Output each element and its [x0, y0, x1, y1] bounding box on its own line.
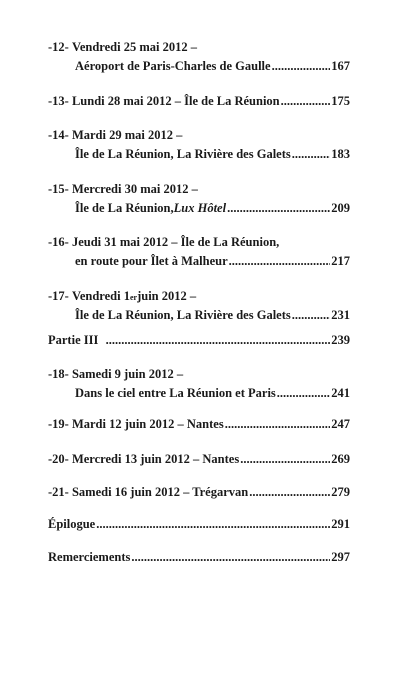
page-number: 239 [331, 333, 350, 347]
chapter-number: -18- [48, 367, 69, 381]
toc-entry-12 [48, 38, 350, 76]
section-title: Remerciements [48, 550, 131, 564]
page-number: 279 [331, 485, 350, 499]
toc-entry-19 [48, 415, 350, 434]
toc-entry-20 [48, 450, 350, 469]
toc-entry-14 [48, 126, 350, 164]
chapter-number: -17- [48, 289, 69, 303]
toc-entry-partie-iii [48, 331, 350, 350]
chapter-number: -16- [48, 235, 69, 249]
chapter-title: Lundi 28 mai 2012 – Île de La Réunion [71, 94, 280, 108]
chapter-title: Samedi 16 juin 2012 – Trégarvan [71, 485, 249, 499]
dot-leader [229, 252, 331, 271]
chapter-number: -12- [48, 40, 69, 54]
toc-entry-15 [48, 180, 350, 218]
dot-leader [272, 57, 331, 76]
page-number: 247 [331, 417, 350, 431]
chapter-title-start: Vendredi 1 [71, 289, 130, 303]
dot-leader [281, 92, 331, 111]
toc-entry-epilogue [48, 515, 350, 534]
chapter-subtitle: Île de La Réunion, La Rivière des Galets [75, 308, 291, 322]
chapter-number: -19- [48, 417, 69, 431]
chapter-subtitle: en route pour Îlet à Malheur [75, 254, 228, 268]
dot-leader [292, 145, 331, 164]
dot-leader [277, 384, 330, 403]
toc-entry-18 [48, 365, 350, 403]
dot-leader [240, 450, 330, 469]
chapter-number: -14- [48, 128, 69, 142]
chapter-title: Mardi 29 mai 2012 – [71, 128, 183, 142]
chapter-title: Mercredi 13 juin 2012 – Nantes [71, 452, 240, 466]
chapter-subtitle: Île de La Réunion, La Rivière des Galets [75, 147, 291, 161]
page-number: 167 [331, 59, 350, 73]
section-title: Épilogue [48, 517, 96, 531]
dot-leader [225, 415, 331, 434]
chapter-number: -20- [48, 452, 69, 466]
page-number: 291 [331, 517, 350, 531]
chapter-subtitle: Aéroport de Paris-Charles de Gaulle [75, 59, 271, 73]
dot-leader [131, 548, 330, 567]
hotel-name: Lux Hôtel [173, 201, 227, 215]
chapter-title-end: juin 2012 – [137, 289, 197, 303]
toc-entry-16 [48, 233, 350, 271]
chapter-title: Mardi 12 juin 2012 – Nantes [71, 417, 224, 431]
chapter-number: -15- [48, 182, 69, 196]
page-number: 175 [331, 94, 350, 108]
dot-leader [249, 483, 330, 502]
page-number: 209 [331, 201, 350, 215]
part-title: Partie III [48, 333, 99, 347]
page-number: 183 [331, 147, 350, 161]
dot-leader [106, 331, 331, 350]
chapter-subtitle: Île de La Réunion, [75, 201, 174, 215]
page-number: 231 [331, 308, 350, 322]
toc-entry-13 [48, 92, 350, 111]
page-number: 269 [331, 452, 350, 466]
chapter-subtitle: Dans le ciel entre La Réunion et Paris [75, 386, 276, 400]
chapter-number: -13- [48, 94, 69, 108]
chapter-title: Vendredi 25 mai 2012 – [71, 40, 197, 54]
page-number: 297 [331, 550, 350, 564]
chapter-number: -21- [48, 485, 69, 499]
toc-entry-17: -17- Vendredi 1 er juin 2012 – Île de La Réunion, La Rivière des Galets ..... 231 [48, 287, 350, 325]
dot-leader [292, 306, 331, 325]
toc-entry-remerciements [48, 548, 350, 567]
toc-entry-21 [48, 483, 350, 502]
dot-leader [227, 199, 330, 218]
chapter-title: Jeudi 31 mai 2012 – Île de La Réunion, [71, 235, 280, 249]
chapter-title: Samedi 9 juin 2012 – [71, 367, 184, 381]
page-number: 217 [331, 254, 350, 268]
chapter-title: Mercredi 30 mai 2012 – [71, 182, 198, 196]
dot-leader [96, 515, 330, 534]
page-number: 241 [331, 386, 350, 400]
